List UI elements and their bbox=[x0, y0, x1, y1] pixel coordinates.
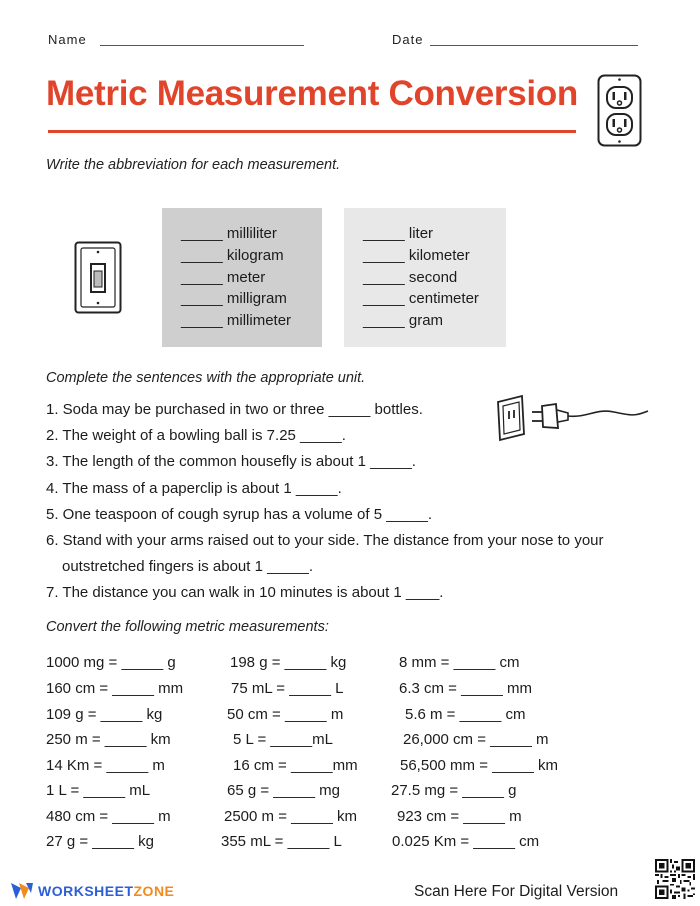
page-title: Metric Measurement Conversion bbox=[46, 74, 579, 113]
conversion-item: 8 mm = _____ cm bbox=[399, 654, 520, 671]
brand-name-accent: ZONE bbox=[133, 883, 175, 899]
brand-name: WORKSHEET bbox=[38, 883, 134, 899]
conversion-item: 26,000 cm = _____ m bbox=[403, 731, 549, 748]
list-item: _____ milligram bbox=[181, 290, 287, 308]
sentences-instruction: Complete the sentences with the appropriate unit. bbox=[46, 370, 366, 386]
conversion-item: 1 L = _____ mL bbox=[46, 782, 151, 799]
list-item: _____ kilometer bbox=[363, 246, 470, 264]
title-underline bbox=[48, 130, 576, 133]
list-item: _____ milliliter bbox=[181, 225, 277, 242]
power-outlet-icon bbox=[597, 74, 642, 147]
list-item: 2. The weight of a bowling ball is 7.25 _____. bbox=[46, 427, 346, 445]
conversion-item: 65 g = _____ mg bbox=[227, 782, 341, 799]
name-label: Name bbox=[48, 32, 87, 47]
conversion-item: 6.3 cm = _____ mm bbox=[399, 680, 532, 697]
list-item: 4. The mass of a paperclip is about 1 _____. bbox=[46, 479, 342, 497]
conversion-item: 5.6 m = _____ cm bbox=[405, 706, 526, 723]
conversion-item: 75 mL = _____ L bbox=[231, 680, 344, 697]
list-item: _____ liter bbox=[363, 225, 434, 242]
list-item: 6. Stand with your arms raised out to your side. The distance from your nose to your bbox=[46, 532, 604, 550]
qr-code-icon[interactable] bbox=[655, 858, 695, 900]
sentence-list bbox=[46, 397, 656, 607]
list-item: _____ centimeter bbox=[363, 290, 479, 308]
list-item: 7. The distance you can walk in 10 minutes is about 1 ____. bbox=[46, 584, 444, 602]
list-item: _____ kilogram bbox=[181, 246, 284, 264]
conversion-item: 355 mL = _____ L bbox=[221, 833, 342, 850]
conversion-item: 1000 mg = _____ g bbox=[46, 654, 176, 671]
date-field-line[interactable] bbox=[430, 45, 638, 46]
light-switch-icon bbox=[74, 241, 122, 314]
conversion-item: 2500 m = _____ km bbox=[224, 808, 358, 825]
conversion-item: 56,500 mm = _____ km bbox=[400, 757, 559, 774]
list-item: 3. The length of the common housefly is about 1 _____. bbox=[46, 453, 416, 471]
abbreviation-box-2 bbox=[344, 208, 506, 347]
list-item: 5. One teaspoon of cough syrup has a volume of 5 _____. bbox=[46, 505, 433, 523]
conversion-item: 5 L = _____mL bbox=[233, 731, 333, 748]
conversion-item: 250 m = _____ km bbox=[46, 731, 171, 748]
list-item: outstretched fingers is about 1 _____. bbox=[62, 558, 314, 576]
conversion-item: 27.5 mg = _____ g bbox=[391, 782, 517, 799]
list-item: _____ gram bbox=[363, 312, 444, 330]
name-field-line[interactable] bbox=[100, 45, 304, 46]
list-item: _____ second bbox=[363, 268, 458, 286]
conversion-item: 0.025 Km = _____ cm bbox=[392, 833, 540, 850]
brand-logo[interactable] bbox=[38, 883, 174, 899]
conversion-item: 109 g = _____ kg bbox=[46, 706, 163, 723]
worksheetzone-logo-icon bbox=[10, 881, 34, 901]
conversion-item: 27 g = _____ kg bbox=[46, 833, 155, 850]
scan-text: Scan Here For Digital Version bbox=[414, 883, 619, 900]
conversion-item: 16 cm = _____mm bbox=[233, 757, 358, 774]
list-item: _____ millimeter bbox=[181, 312, 292, 330]
list-item: 1. Soda may be purchased in two or three _____ bottles. bbox=[46, 401, 423, 418]
conversion-item: 923 cm = _____ m bbox=[397, 808, 522, 825]
conversion-item: 480 cm = _____ m bbox=[46, 808, 171, 825]
list-item: _____ meter bbox=[181, 268, 266, 286]
date-label: Date bbox=[392, 32, 424, 47]
conversion-item: 198 g = _____ kg bbox=[230, 654, 347, 671]
conversion-instruction: Convert the following metric measurements: bbox=[46, 619, 329, 635]
conversion-item: 14 Km = _____ m bbox=[46, 757, 165, 774]
conversion-item: 50 cm = _____ m bbox=[227, 706, 344, 723]
abbreviation-instruction: Write the abbreviation for each measurement. bbox=[46, 157, 341, 173]
abbreviation-box-1 bbox=[162, 208, 322, 347]
conversion-item: 160 cm = _____ mm bbox=[46, 680, 184, 697]
